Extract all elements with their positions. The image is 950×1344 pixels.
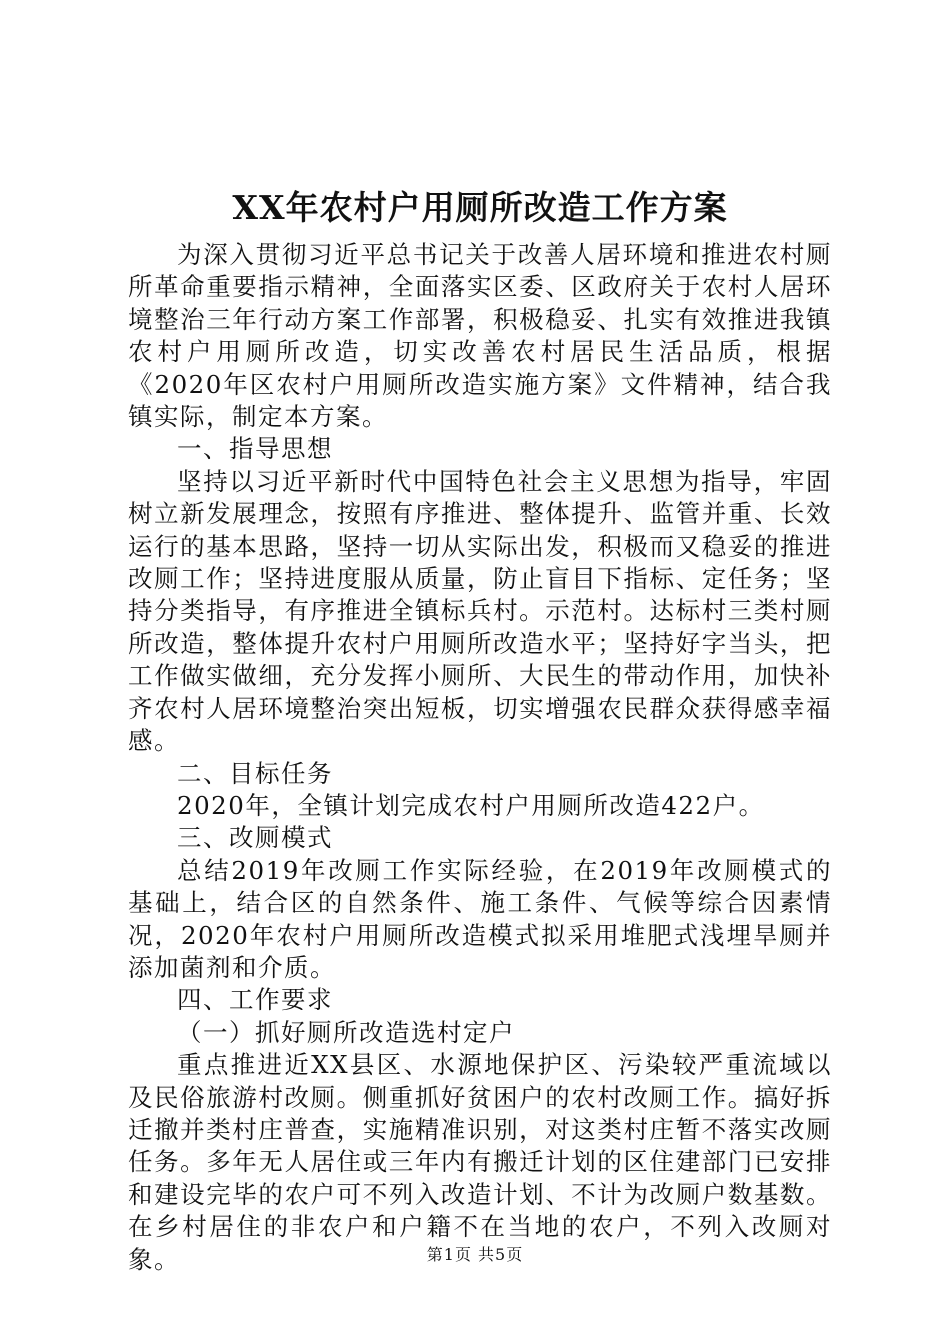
guiding-ideology-paragraph: 坚持以习近平新时代中国特色社会主义思想为指导，牢固树立新发展理念，按照有序推进、整体提升、监管并重、长效运行的基本思路，坚持一切从实际出发，积极而又稳妥的推进改厕工作；坚持进度服从质量，防止盲目下指标、定任务；坚持分类指导，有序推进全镇标兵村。示范村。达标村三类村厕所改造，整体提升农村户用厕所改造水平；坚持好字当头，把工作做实做细，充分发挥小厕所、大民生的带动作用，加快补齐农村人居环境整治突出短板，切实增强农民群众获得感幸福感。 xyxy=(128,466,832,756)
section-heading-toilet-model: 三、改厕模式 xyxy=(177,823,333,853)
document-body xyxy=(128,239,832,1276)
section-heading-target-tasks: 二、目标任务 xyxy=(177,758,333,788)
target-tasks-paragraph: 2020年，全镇计划完成农村户用厕所改造422户。 xyxy=(177,790,765,820)
document-title: XX年农村户用厕所改造工作方案 xyxy=(232,188,728,227)
village-selection-paragraph: 重点推进近XX县区、水源地保护区、污染较严重流域以及民俗旅游村改厕。侧重抓好贫困户的农村改厕工作。搞好拆迁撤并类村庄普查，实施精准识别，对这类村庄暂不落实改厕任务。多年无人居住或三年内有搬迁计划的区住建部门已安排和建设完毕的农户可不列入改造计划、不计为改厕户数基数。在乡村居住的非农户和户籍不在当地的农户，不列入改厕对象。 xyxy=(128,1050,832,1274)
section-heading-guiding-ideology: 一、指导思想 xyxy=(177,434,333,464)
intro-paragraph: 为深入贯彻习近平总书记关于改善人居环境和推进农村厕所革命重要指示精神，全面落实区委、区政府关于农村人居环境整治三年行动方案工作部署，积极稳妥、扎实有效推进我镇农村户用厕所改造，切实改善农村居民生活品质，根据《2020年区农村户用厕所改造实施方案》文件精神，结合我镇实际，制定本方案。 xyxy=(128,240,832,432)
subsection-heading-village-selection: （一）抓好厕所改造选村定户 xyxy=(177,1017,515,1047)
section-heading-work-requirements: 四、工作要求 xyxy=(177,985,333,1015)
toilet-model-paragraph: 总结2019年改厕工作实际经验，在2019年改厕模式的基础上，结合区的自然条件、施工条件、气候等综合因素情况，2020年农村户用厕所改造模式拟采用堆肥式浅埋旱厕并添加菌剂和介质。 xyxy=(128,855,832,982)
page-footer: 第1页 共5页 xyxy=(426,1245,524,1264)
